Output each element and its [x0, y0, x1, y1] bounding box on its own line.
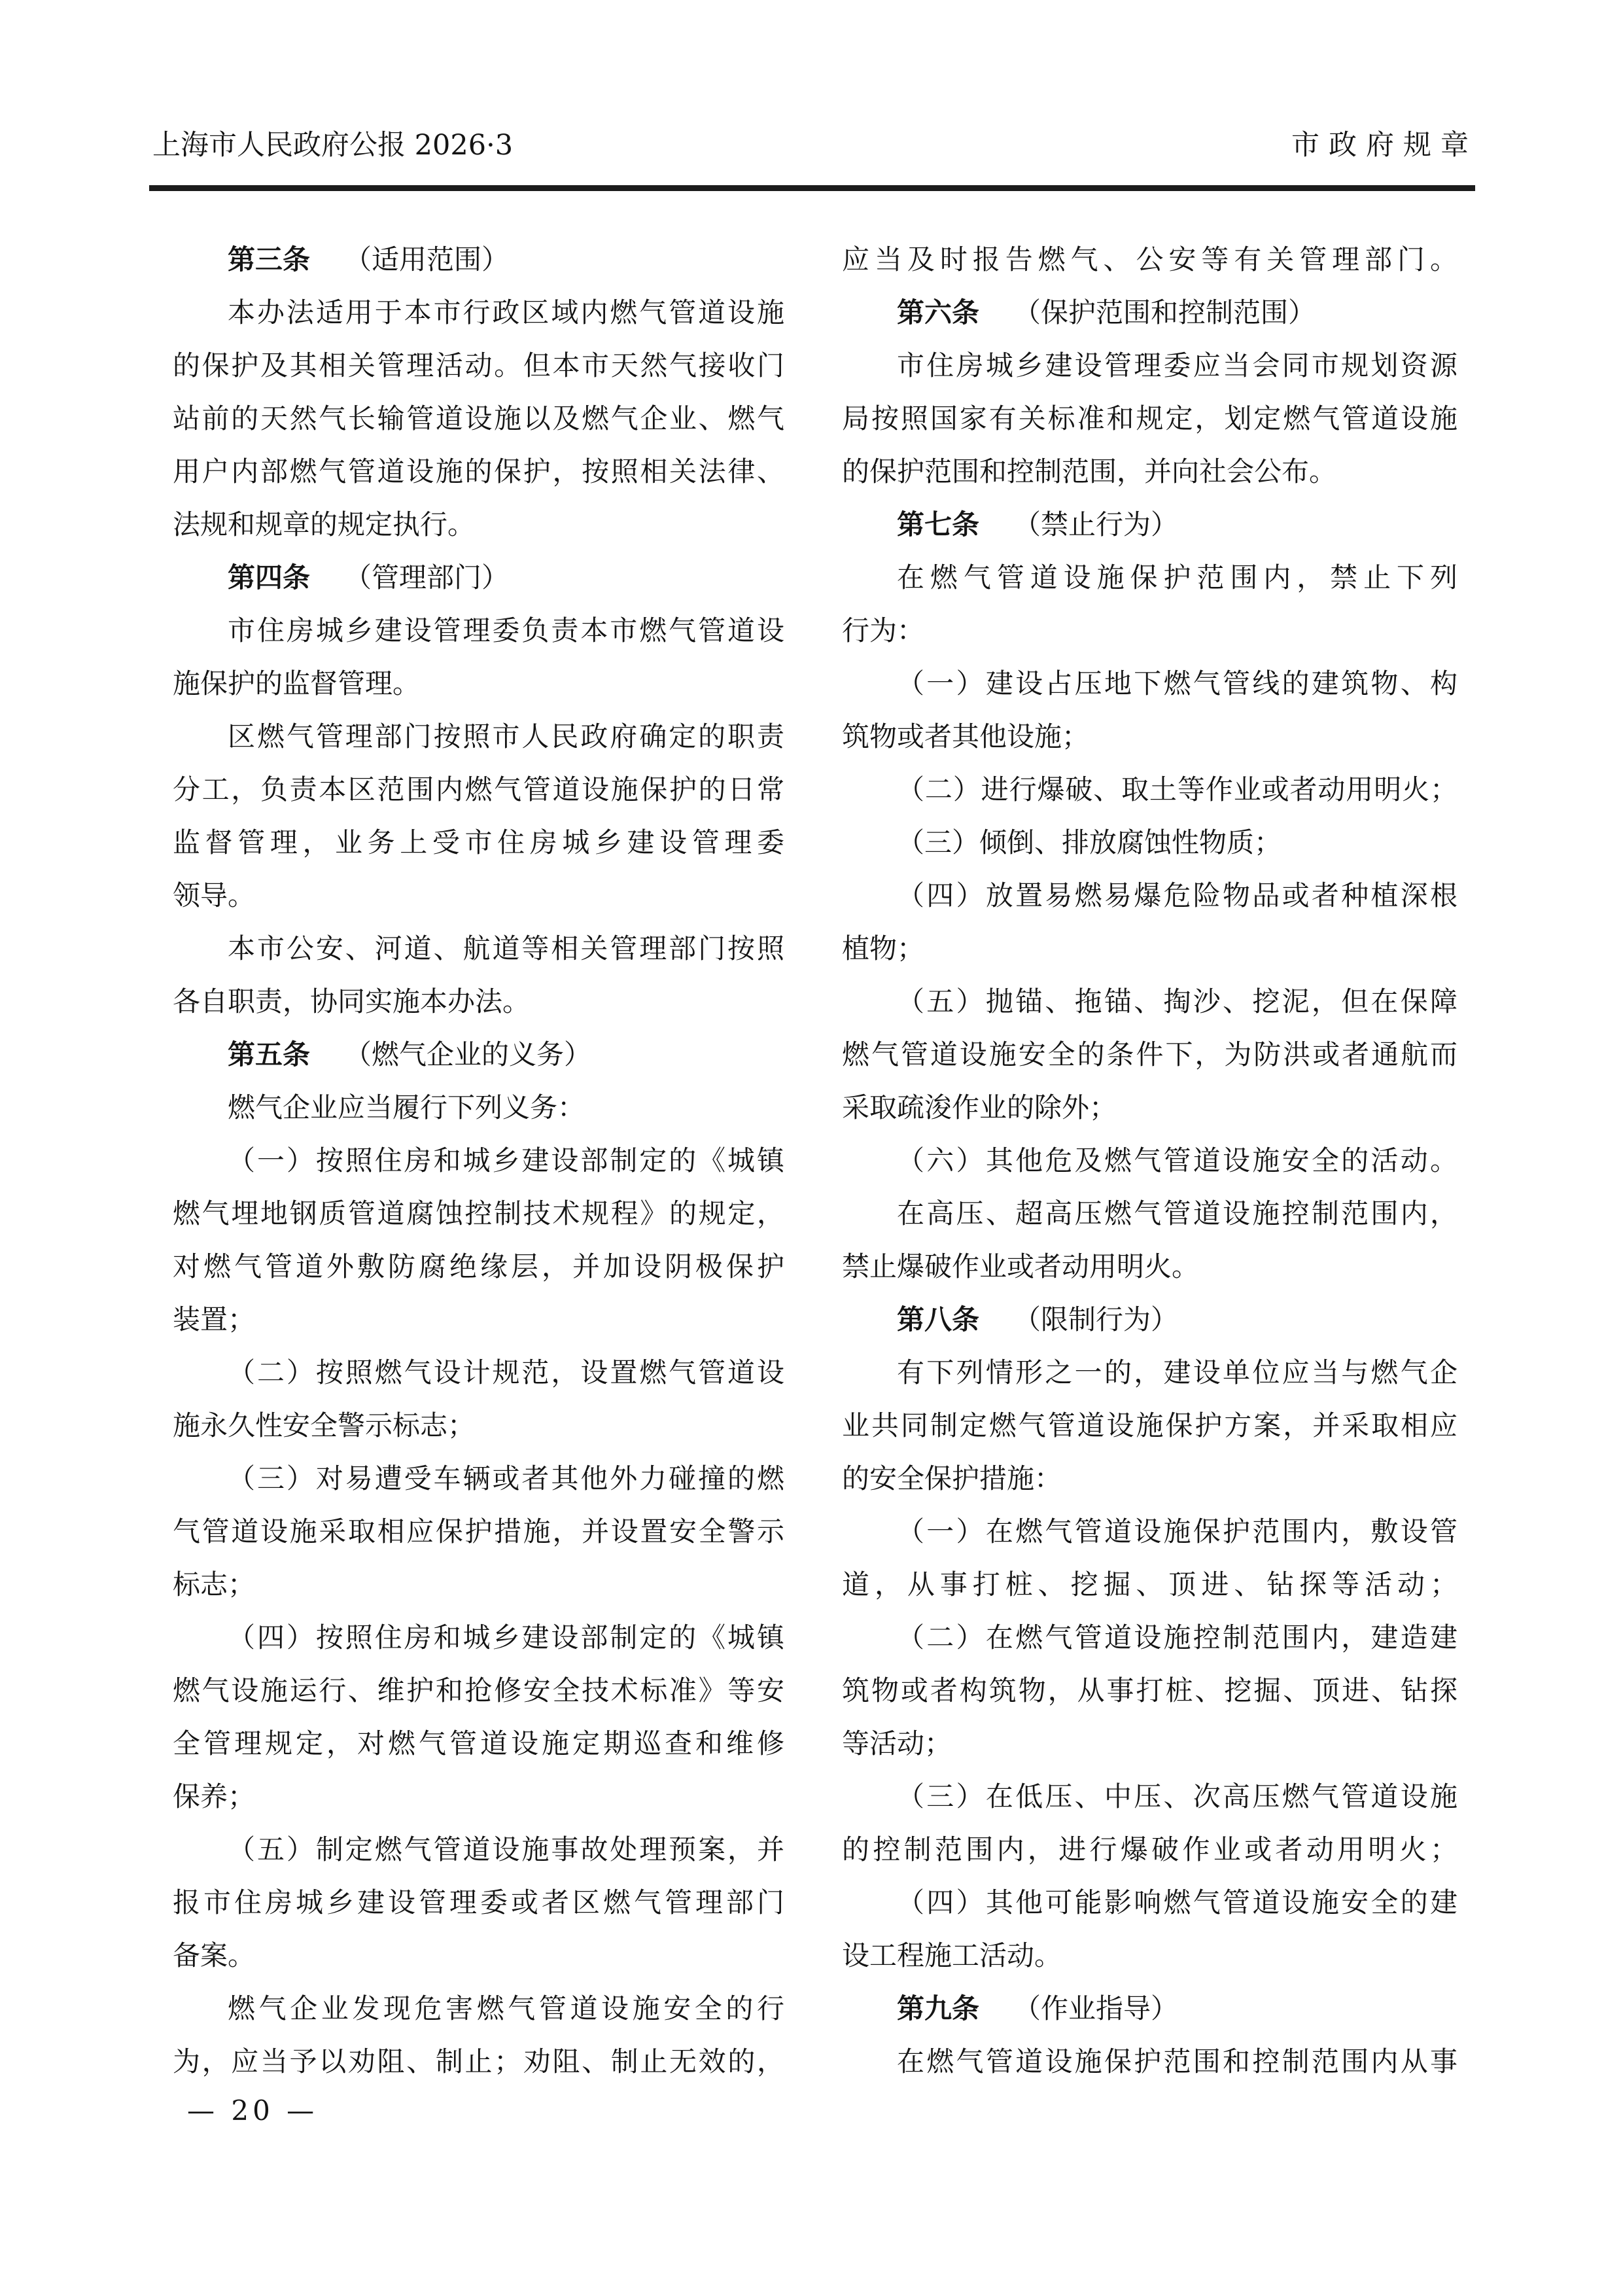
body-line: 施永久性安全警示标志；	[173, 1409, 476, 1441]
article-heading	[842, 498, 1457, 551]
body-line: （四）放置易燃易爆危险物品或者种植深根	[897, 879, 1457, 911]
body-line: （三）在低压、中压、次高压燃气管道设施	[897, 1780, 1457, 1812]
article-number: 第六条	[897, 296, 980, 328]
body-line: （六）其他危及燃气管道设施安全的活动。	[897, 1144, 1457, 1176]
body-line: 的保护范围和控制范围，并向社会公布。	[842, 455, 1337, 487]
body-line: （三）对易遭受车辆或者其他外力碰撞的燃	[228, 1462, 784, 1494]
article-heading	[173, 551, 784, 604]
body-line: 局按照国家有关标准和规定，划定燃气管道设施	[842, 402, 1457, 434]
article-number: 第七条	[897, 508, 980, 540]
body-line: 标志；	[173, 1568, 256, 1600]
article-number: 第八条	[897, 1303, 980, 1335]
article-number: 第三条	[228, 243, 311, 275]
article-title: （作业指导）	[1013, 1992, 1179, 2024]
body-line: 燃气埋地钢质管道腐蚀控制技术规程》的规定，	[173, 1197, 784, 1229]
body-line: （四）按照住房和城乡建设部制定的《城镇	[228, 1621, 784, 1653]
body-line: 有下列情形之一的，建设单位应当与燃气企	[897, 1356, 1457, 1388]
article-title: （禁止行为）	[1013, 508, 1179, 540]
body-line: 法规和规章的规定执行。	[173, 508, 476, 540]
body-line: 的控制范围内，进行爆破作业或者动用明火；	[842, 1833, 1457, 1865]
body-line: 在燃气管道设施保护范围内，禁止下列	[897, 561, 1457, 593]
body-line: （二）进行爆破、取土等作业或者动用明火；	[897, 773, 1457, 805]
body-line: （一）按照住房和城乡建设部制定的《城镇	[228, 1144, 784, 1176]
body-line: 市住房城乡建设管理委负责本市燃气管道设	[228, 614, 784, 646]
text-column-left	[173, 233, 784, 2088]
article-heading	[842, 1293, 1457, 1346]
body-line: 报市住房城乡建设管理委或者区燃气管理部门	[173, 1886, 784, 1918]
body-line: 为，应当予以劝阻、制止；劝阻、制止无效的，	[173, 2045, 784, 2077]
body-line: 禁止爆破作业或者动用明火。	[842, 1250, 1200, 1282]
body-line: （二）按照燃气设计规范，设置燃气管道设	[228, 1356, 784, 1388]
body-line: 在燃气管道设施保护范围和控制范围内从事	[897, 2045, 1457, 2077]
article-title: （燃气企业的义务）	[344, 1038, 592, 1070]
body-line: 气管道设施采取相应保护措施，并设置安全警示	[173, 1515, 784, 1547]
body-line: 采取疏浚作业的除外；	[842, 1091, 1117, 1123]
body-line: （一）在燃气管道设施保护范围内，敷设管	[897, 1515, 1457, 1547]
section-label: 市政府规章	[1291, 129, 1478, 162]
body-line: 的保护及其相关管理活动。但本市天然气接收门	[173, 349, 784, 381]
body-line: 等活动；	[842, 1727, 952, 1759]
body-line: 区燃气管理部门按照市人民政府确定的职责	[228, 720, 784, 752]
body-line: 燃气设施运行、维护和抢修安全技术标准》等安	[173, 1674, 784, 1706]
header-rule	[149, 185, 1475, 191]
body-line: 施保护的监督管理。	[173, 667, 421, 699]
article-heading	[842, 286, 1457, 339]
body-line: 本市公安、河道、航道等相关管理部门按照	[228, 932, 784, 964]
body-line: （二）在燃气管道设施控制范围内，建造建	[897, 1621, 1457, 1653]
body-line: 全管理规定，对燃气管道设施定期巡查和维修	[173, 1727, 784, 1759]
body-line: 燃气管道设施安全的条件下，为防洪或者通航而	[842, 1038, 1457, 1070]
gazette-title: 上海市人民政府公报 2026·3	[152, 129, 514, 162]
body-line: 筑物或者其他设施；	[842, 720, 1090, 752]
body-line: 在高压、超高压燃气管道设施控制范围内，	[897, 1197, 1457, 1229]
body-line: （三）倾倒、排放腐蚀性物质；	[897, 826, 1282, 858]
body-line: 燃气企业应当履行下列义务：	[228, 1091, 585, 1123]
article-heading	[842, 1982, 1457, 2035]
body-line: （五）抛锚、拖锚、掏沙、挖泥，但在保障	[897, 985, 1457, 1017]
body-line: 筑物或者构筑物，从事打桩、挖掘、顶进、钻探	[842, 1674, 1457, 1706]
body-line: 装置；	[173, 1303, 256, 1335]
article-title: （管理部门）	[344, 561, 510, 593]
article-number: 第五条	[228, 1038, 311, 1070]
body-line: 站前的天然气长输管道设施以及燃气企业、燃气	[173, 402, 784, 434]
body-line: 用户内部燃气管道设施的保护，按照相关法律、	[173, 455, 784, 487]
article-title: （适用范围）	[344, 243, 510, 275]
article-heading	[173, 233, 784, 286]
body-line: 的安全保护措施：	[842, 1462, 1062, 1494]
body-line: 设工程施工活动。	[842, 1939, 1062, 1971]
body-line: 领导。	[173, 879, 256, 911]
body-line: 道，从事打桩、挖掘、顶进、钻探等活动；	[842, 1568, 1457, 1600]
body-line: 本办法适用于本市行政区域内燃气管道设施	[228, 296, 784, 328]
page-number: — 20 —	[187, 2094, 319, 2127]
body-line: 分工，负责本区范围内燃气管道设施保护的日常	[173, 773, 784, 805]
body-line: （五）制定燃气管道设施事故处理预案，并	[228, 1833, 784, 1865]
body-line: 业共同制定燃气管道设施保护方案，并采取相应	[842, 1409, 1457, 1441]
body-line: 保养；	[173, 1780, 256, 1812]
article-number: 第四条	[228, 561, 311, 593]
body-line: 各自职责，协同实施本办法。	[173, 985, 531, 1017]
article-title: （保护范围和控制范围）	[1013, 296, 1316, 328]
article-number: 第九条	[897, 1992, 980, 2024]
body-line: 监督管理，业务上受市住房城乡建设管理委	[173, 826, 784, 858]
article-heading	[173, 1028, 784, 1081]
body-line: 行为：	[842, 614, 925, 646]
body-line: 对燃气管道外敷防腐绝缘层，并加设阴极保护	[173, 1250, 784, 1282]
body-line: 备案。	[173, 1939, 256, 1971]
body-line: （四）其他可能影响燃气管道设施安全的建	[897, 1886, 1457, 1918]
body-line: 应当及时报告燃气、公安等有关管理部门。	[842, 243, 1457, 275]
text-column-right	[842, 233, 1457, 2088]
body-line: 市住房城乡建设管理委应当会同市规划资源	[897, 349, 1457, 381]
body-line: （一）建设占压地下燃气管线的建筑物、构	[897, 667, 1457, 699]
body-line: 燃气企业发现危害燃气管道设施安全的行	[228, 1992, 784, 2024]
article-title: （限制行为）	[1013, 1303, 1179, 1335]
body-line: 植物；	[842, 932, 925, 964]
